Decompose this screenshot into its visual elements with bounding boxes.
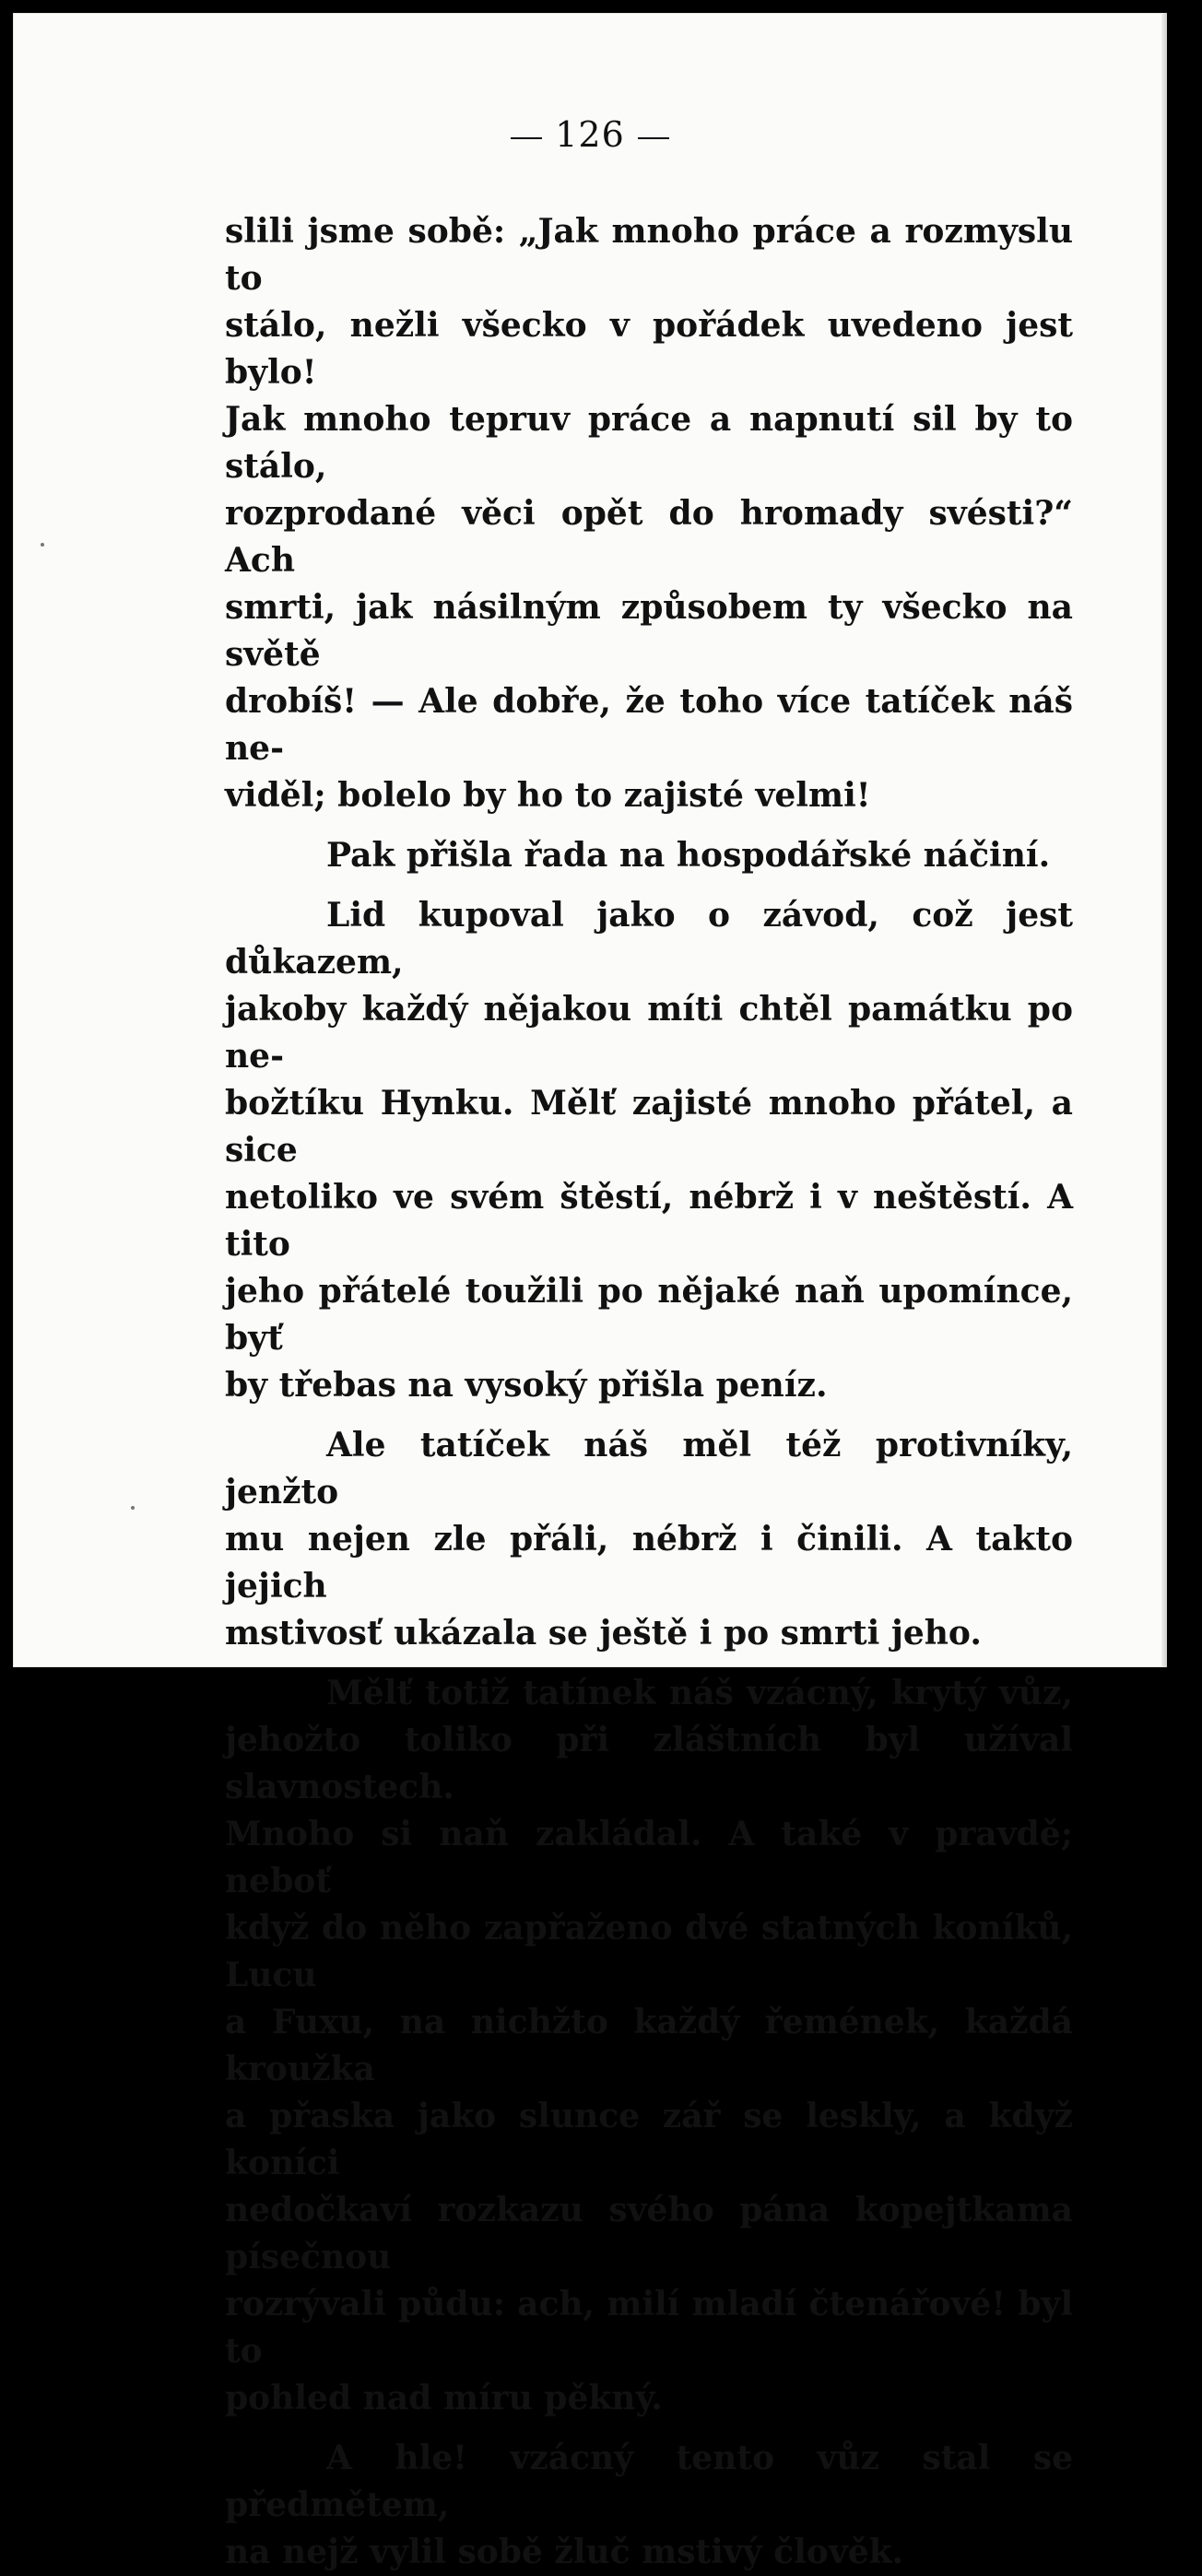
text-line: když do něho zapřaženo dvé statných koníků, Lucu xyxy=(225,1909,1073,1994)
page-number xyxy=(13,114,1167,155)
page-number-value: 126 xyxy=(555,114,625,155)
text-line: mu nejen zle přáli, nébrž i činili. A takto jejich xyxy=(225,1520,1073,1606)
text-line: Ale tatíček náš měl též protivníky, jenžto xyxy=(225,1426,1073,1511)
text-line: slili jsme sobě: „Jak mnoho práce a rozmyslu to xyxy=(225,212,1073,298)
page-number-dash-left xyxy=(511,137,542,139)
text-line: stálo, nežli všecko v pořádek uvedeno jest bylo! xyxy=(225,306,1073,392)
body-text xyxy=(225,208,1073,2576)
text-line: jehožto toliko při zláštních byl užíval slavnostech. xyxy=(225,1721,1073,1806)
page-edge-shadow xyxy=(1161,13,1167,1667)
paragraph xyxy=(225,832,1073,879)
text-line: Pak přišla řada na hospodářské náčiní. xyxy=(326,836,1051,875)
paragraph xyxy=(225,2435,1073,2576)
paragraph xyxy=(225,1422,1073,1657)
paragraph xyxy=(225,892,1073,1409)
text-line: na nejž vylil sobě žluč mstivý člověk. xyxy=(225,2533,904,2571)
text-line: Lid kupoval jako o závod, což jest důkazem, xyxy=(225,896,1073,982)
text-line: rozprodané věci opět do hromady svésti?“ Ach xyxy=(225,494,1073,580)
text-line: a přaska jako slunce zář se leskly, a když koníci xyxy=(225,2097,1073,2182)
text-line: Mnoho si naň zakládal. A také v pravdě; neboť xyxy=(225,1815,1073,1900)
text-line: mstivosť ukázala se ještě i po smrti jeho. xyxy=(225,1614,982,1653)
text-line: A hle! vzácný tento vůz stal se předmětem, xyxy=(225,2439,1073,2524)
scan-speck xyxy=(41,543,44,547)
text-line: by třebas na vysoký přišla peníz. xyxy=(225,1366,828,1405)
text-line: jakoby každý nějakou míti chtěl památku po ne- xyxy=(225,990,1073,1076)
text-line: Jak mnoho tepruv práce a napnutí sil by to stálo, xyxy=(225,400,1073,486)
scan-speck xyxy=(131,1506,135,1510)
text-line: jeho přátelé toužili po nějaké naň upomínce, byť xyxy=(225,1272,1073,1358)
text-line: smrti, jak násilným způsobem ty všecko na světě xyxy=(225,588,1073,674)
text-line: viděl; bolelo by ho to zajisté velmi! xyxy=(225,776,871,815)
paragraph xyxy=(225,1670,1073,2422)
book-page xyxy=(13,13,1167,2571)
text-line: drobíš! — Ale dobře, že toho více tatíček náš ne- xyxy=(225,682,1073,768)
text-line: netoliko ve svém štěstí, nébrž i v neštěstí. A tito xyxy=(225,1178,1073,1264)
text-line: božtíku Hynku. Mělť zajisté mnoho přátel, a sice xyxy=(225,1084,1073,1170)
paragraph xyxy=(225,208,1073,819)
text-line: Mělť totiž tatínek náš vzácný, krytý vůz, xyxy=(326,1674,1073,1712)
text-line: pohled nad míru pěkný. xyxy=(225,2379,663,2417)
text-line: nedočkaví rozkazu svého pána kopejtkama písečnou xyxy=(225,2191,1073,2276)
text-line: rozrývali půdu: ach, milí mladí čtenářové! byl to xyxy=(225,2285,1073,2370)
page-number-dash-right xyxy=(638,137,669,139)
text-line: a Fuxu, na nichžto každý řemének, každá kroužka xyxy=(225,2003,1073,2088)
